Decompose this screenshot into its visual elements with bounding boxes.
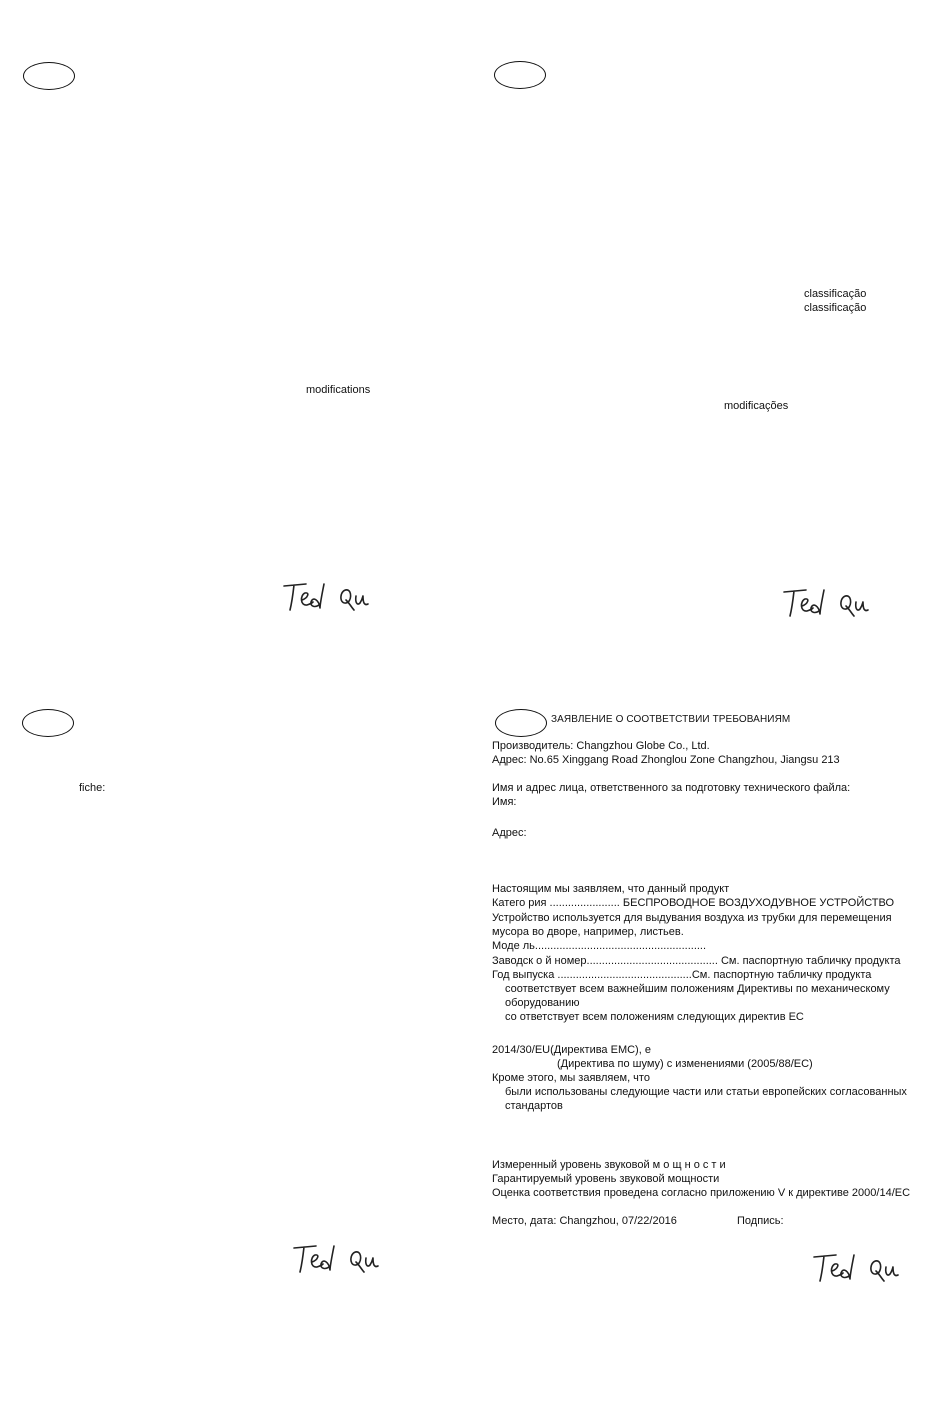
language-badge-oval [22,709,74,737]
signature-ted-qu [810,1247,910,1287]
signature-icon [280,576,380,616]
emc-directive-line: 2014/30/EU(Директива EMC), е [492,1044,651,1056]
language-badge-oval [495,709,547,737]
guaranteed-sound-line: Гарантируемый уровень звуковой мощности [492,1173,720,1185]
signature-label: Подпись: [737,1215,784,1227]
fiche-label: fiche: [79,782,106,794]
standards-line: были использованы следующие части или статьи европейских согласованных [505,1086,907,1098]
machinery-directive-line: соответствует всем важнейшим положениям Директивы по механическому [505,983,890,995]
address-label: Адрес: [492,827,527,839]
classification-label: classificação [804,302,867,314]
standards-line-2: стандартов [505,1100,563,1112]
model-line: Моде ль........................................................ [492,940,707,952]
place-date-line: Место, дата: Changzhou, 07/22/2016 [492,1215,677,1227]
serial-line: Заводск о й номер........................................... См. паспортную табличку продукта [492,955,901,967]
signature-icon [810,1247,910,1287]
name-line: Имя: [492,796,517,808]
signature-ted-qu [290,1238,390,1278]
language-badge-oval [23,62,75,90]
signature-ted-qu [780,582,880,622]
tech-file-line: Имя и адрес лица, ответственного за подготовку технического файла: [492,782,851,794]
signature-icon [780,582,880,622]
modifications-label: modifications [306,384,371,396]
manufacturer-line: Производитель: Changzhou Globe Co., Ltd. [492,740,710,752]
declare-line: Настоящим мы заявляем, что данный продукт [492,883,730,895]
usage-line-2: мусора во дворе, например, листьев. [492,926,684,938]
machinery-directive-line-2: оборудованию [505,997,580,1009]
signature-ted-qu [280,576,380,616]
eu-directives-line: со ответствует всем положениям следующих директив ЕС [505,1011,804,1023]
classification-label: classificação [804,288,867,300]
signature-icon [290,1238,390,1278]
language-badge-oval [494,61,546,89]
noise-directive-line: (Директива по шуму) с изменениями (2005/88/EC) [557,1058,813,1070]
measured-sound-line: Измеренный уровень звуковой м о щ н о с т и [492,1159,726,1171]
usage-line: Устройство используется для выдувания воздуха из трубки для перемещения [492,912,892,924]
conformity-line: Оценка соответствия проведена согласно приложению V к директиве 2000/14/EC [492,1187,911,1199]
modifications-label: modificações [724,400,789,412]
declaration-heading: ЗАЯВЛЕНИЕ О СООТВЕТСТВИИ ТРЕБОВАНИЯМ [551,714,791,725]
year-line: Год выпуска ............................................См. паспортную табличку продукта [492,969,872,981]
additionally-line: Кроме этого, мы заявляем, что [492,1072,650,1084]
category-line: Катего рия ....................... БЕСПРОВОДНОЕ ВОЗДУХОДУВНОЕ УСТРОЙСТВО [492,897,895,909]
address-line: Адрес: No.65 Xinggang Road Zhonglou Zone Changzhou, Jiangsu 213 [492,754,840,766]
